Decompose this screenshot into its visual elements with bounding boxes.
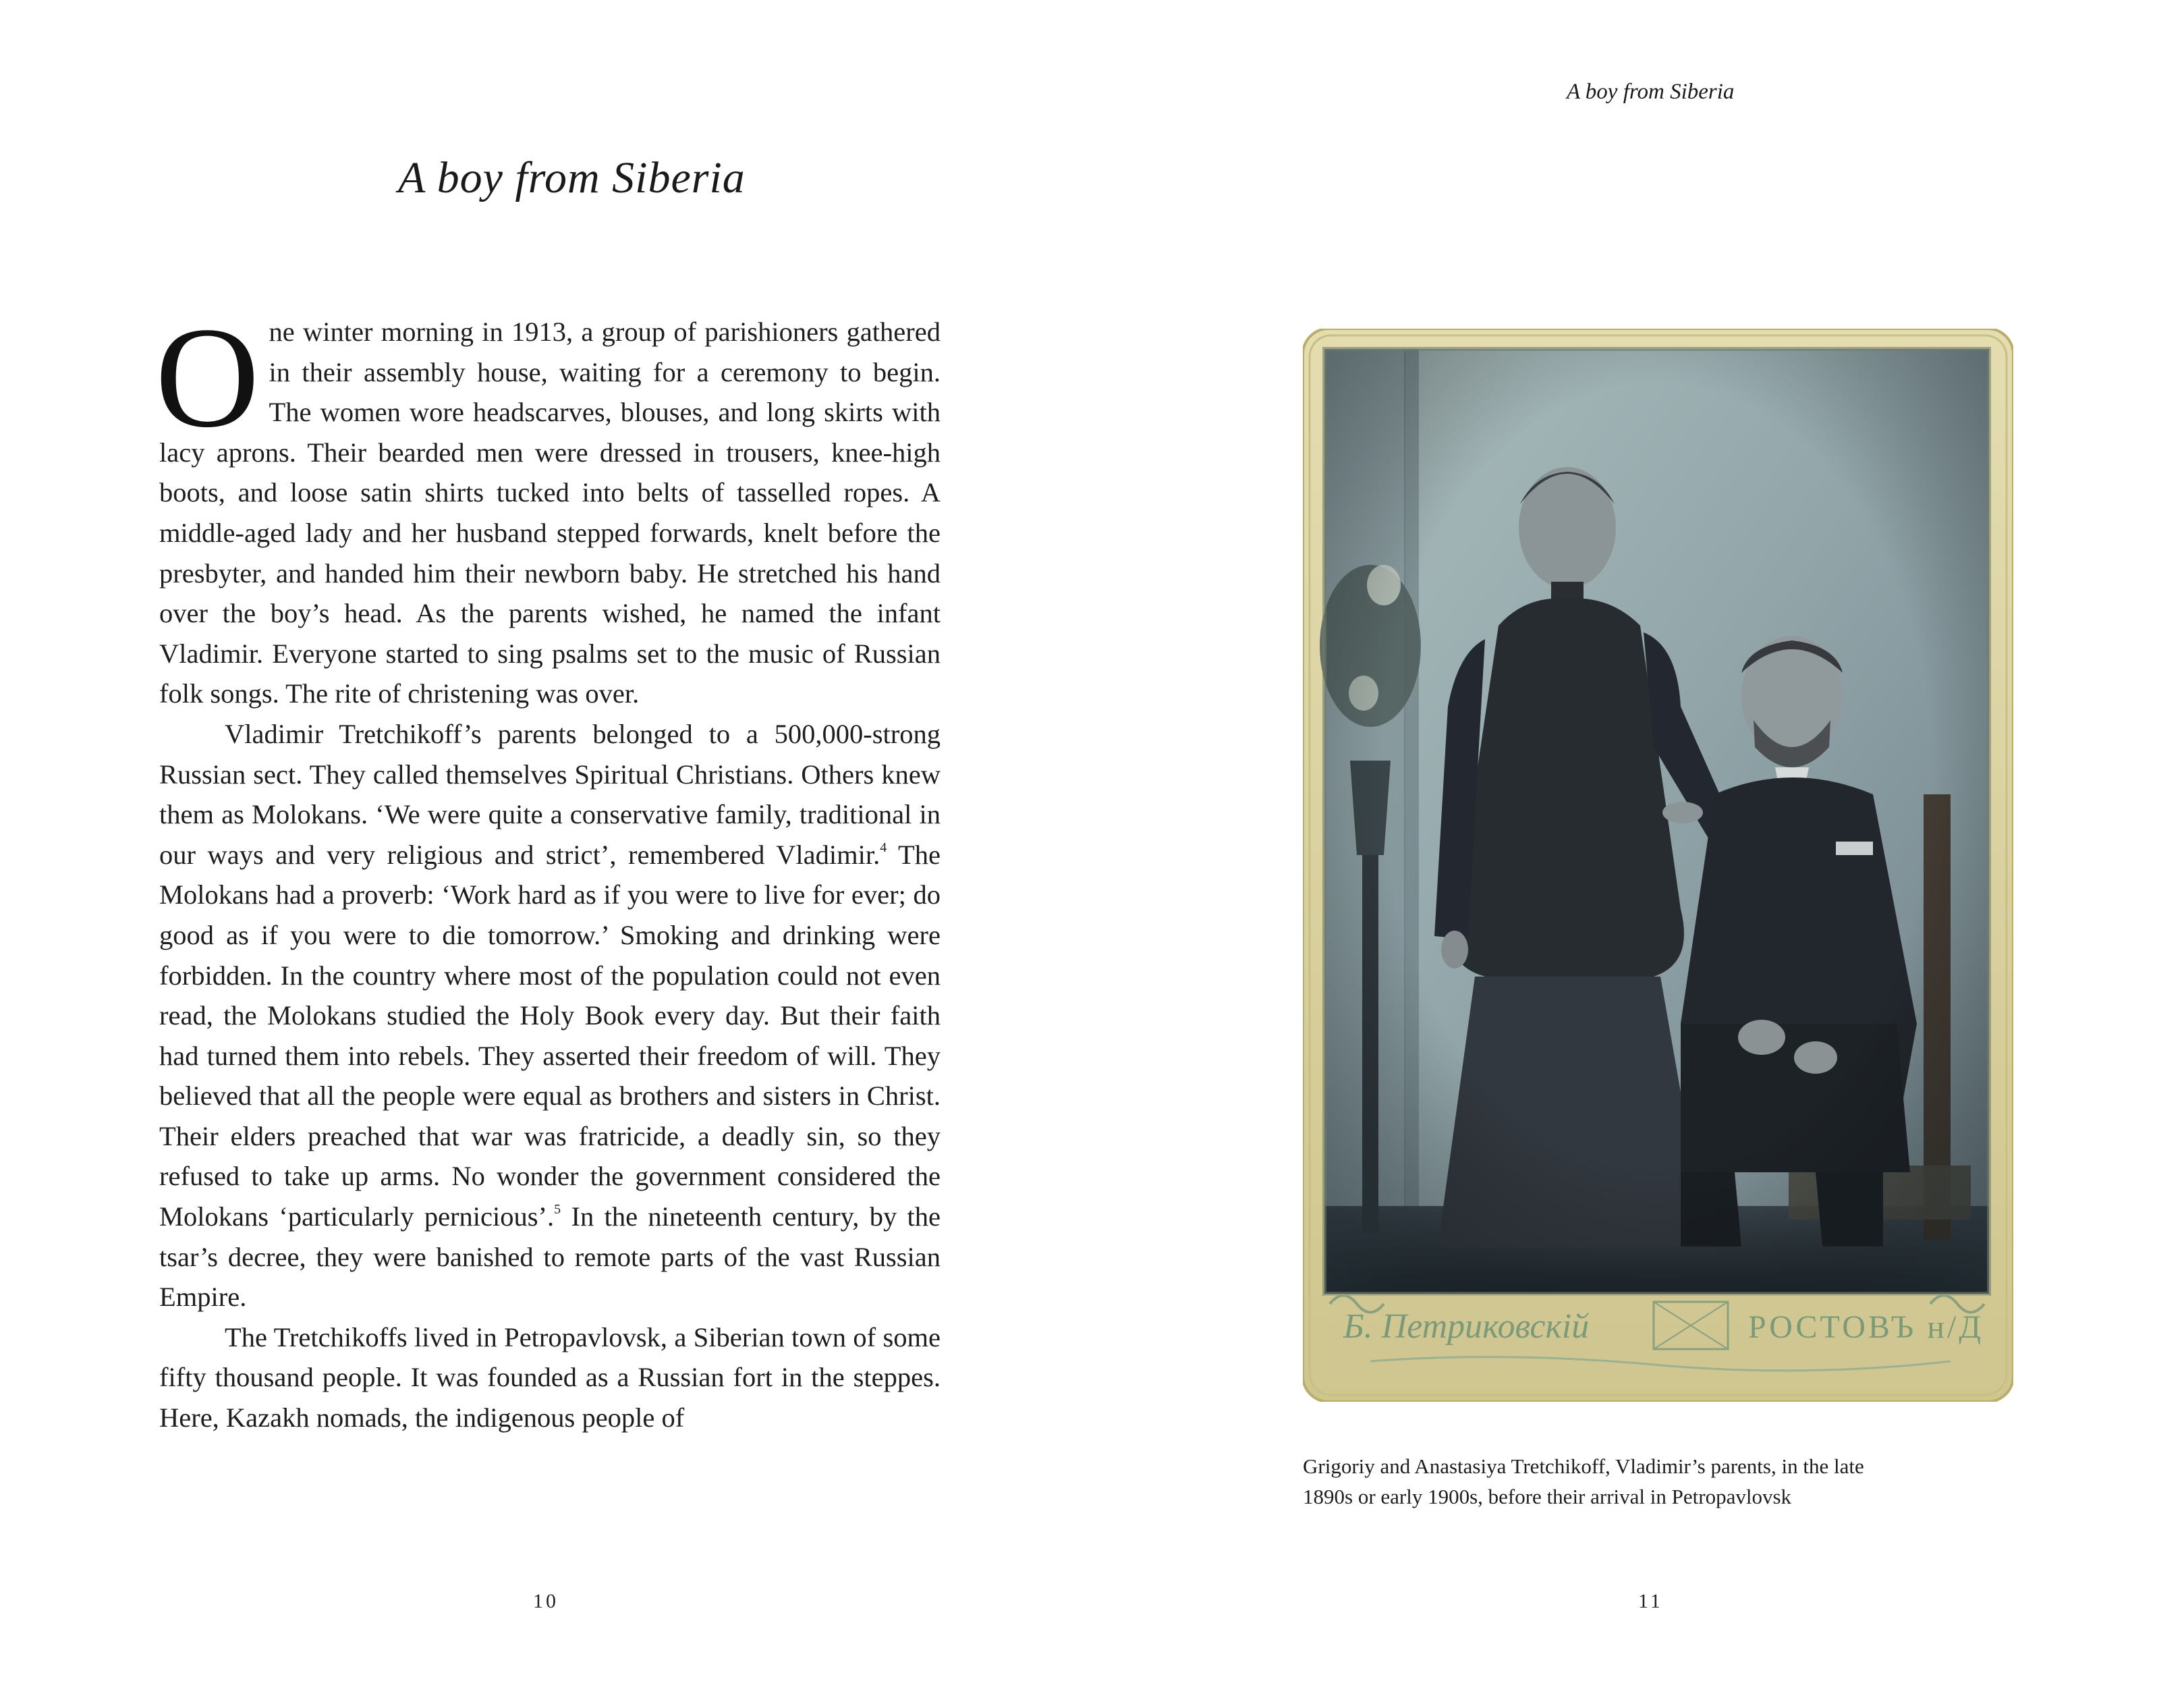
drop-cap: O xyxy=(155,298,260,458)
page-number-left: 10 xyxy=(533,1590,559,1612)
page-number-right: 11 xyxy=(1638,1590,1663,1612)
paragraph-2-continued: The Molokans had a proverb: ‘Work hard as if you were to live for ever; do good as if you were to die tomorrow.’ Smoking and drinking were forbidden. In the country where most of the population could not even read, the Molokans studied the Holy Book every day. But their faith had turned them into rebels. They asserted their freedom of will. They believed that all the people were equal as brothers and sisters in Christ. Their elders preached that war was fratricide, a deadly sin, so they refused to take up arms. No wonder the government considered the Molokans ‘particularly pernicious’. xyxy=(159,839,941,1232)
paragraph-1-text: ne winter morning in 1913, a group of parishioners gathered in their assembly house, waiting for a ceremony to begin. The women wore headscarves, blouses, and long skirts with lacy aprons. Their bearded men were dressed in trousers, knee-high boots, and loose satin shirts tucked into belts of tasselled ropes. A middle-aged lady and her husband stepped forwards, knelt before the presbyter, and handed him their newborn baby. He stretched his hand over the boy’s head. As the parents wished, he named the infant Vladimir. Everyone started to sing psalms set to the music of Russian folk songs. The rite of christening was over. xyxy=(159,317,941,709)
footnote-ref-4: 4 xyxy=(880,840,887,855)
photograph-illustration xyxy=(1303,329,2013,1402)
paragraph-1 xyxy=(155,298,941,714)
paragraph-3 xyxy=(159,1317,941,1438)
paragraph-2-text: Vladimir Tretchikoff’s parents belonged to a 500,000-strong Russian sect. They called themselves Spiritual Christians. Others knew them as Molokans. ‘We were quite a conservative family, traditional in our ways and very religious and strict’, remembered Vladimir. xyxy=(159,718,941,870)
photo-imprint-left: Б. Петриковскiй xyxy=(1343,1307,1590,1346)
paragraph-3-text: The Tretchikoffs lived in Petropavlovsk, a Siberian town of some fifty thousand people. It was founded as a Russian fort in the steppes. Here, Kazakh nomads, the indigenous people of xyxy=(159,1321,941,1433)
body-text xyxy=(155,298,941,1438)
photo-imprint-right: РОСТОВЪ н/Д xyxy=(1748,1309,1984,1345)
paragraph-2 xyxy=(159,714,941,1317)
caption-line-2: 1890s or early 1900s, before their arrival in Petropavlovsk xyxy=(1303,1485,1792,1508)
running-head: A boy from Siberia xyxy=(1567,80,1735,104)
right-page xyxy=(1092,0,2184,1698)
paragraph-2-end: In the nineteenth century, by the tsar’s decree, they were banished to remote parts of the vast Russian Empire. xyxy=(159,1201,941,1313)
footnote-ref-5: 5 xyxy=(554,1202,561,1217)
caption-line-1: Grigoriy and Anastasiya Tretchikoff, Vladimir’s parents, in the late xyxy=(1303,1454,1864,1478)
photo-caption xyxy=(1303,1451,2045,1512)
chapter-title: A boy from Siberia xyxy=(398,153,746,202)
family-photograph xyxy=(1303,329,2013,1402)
